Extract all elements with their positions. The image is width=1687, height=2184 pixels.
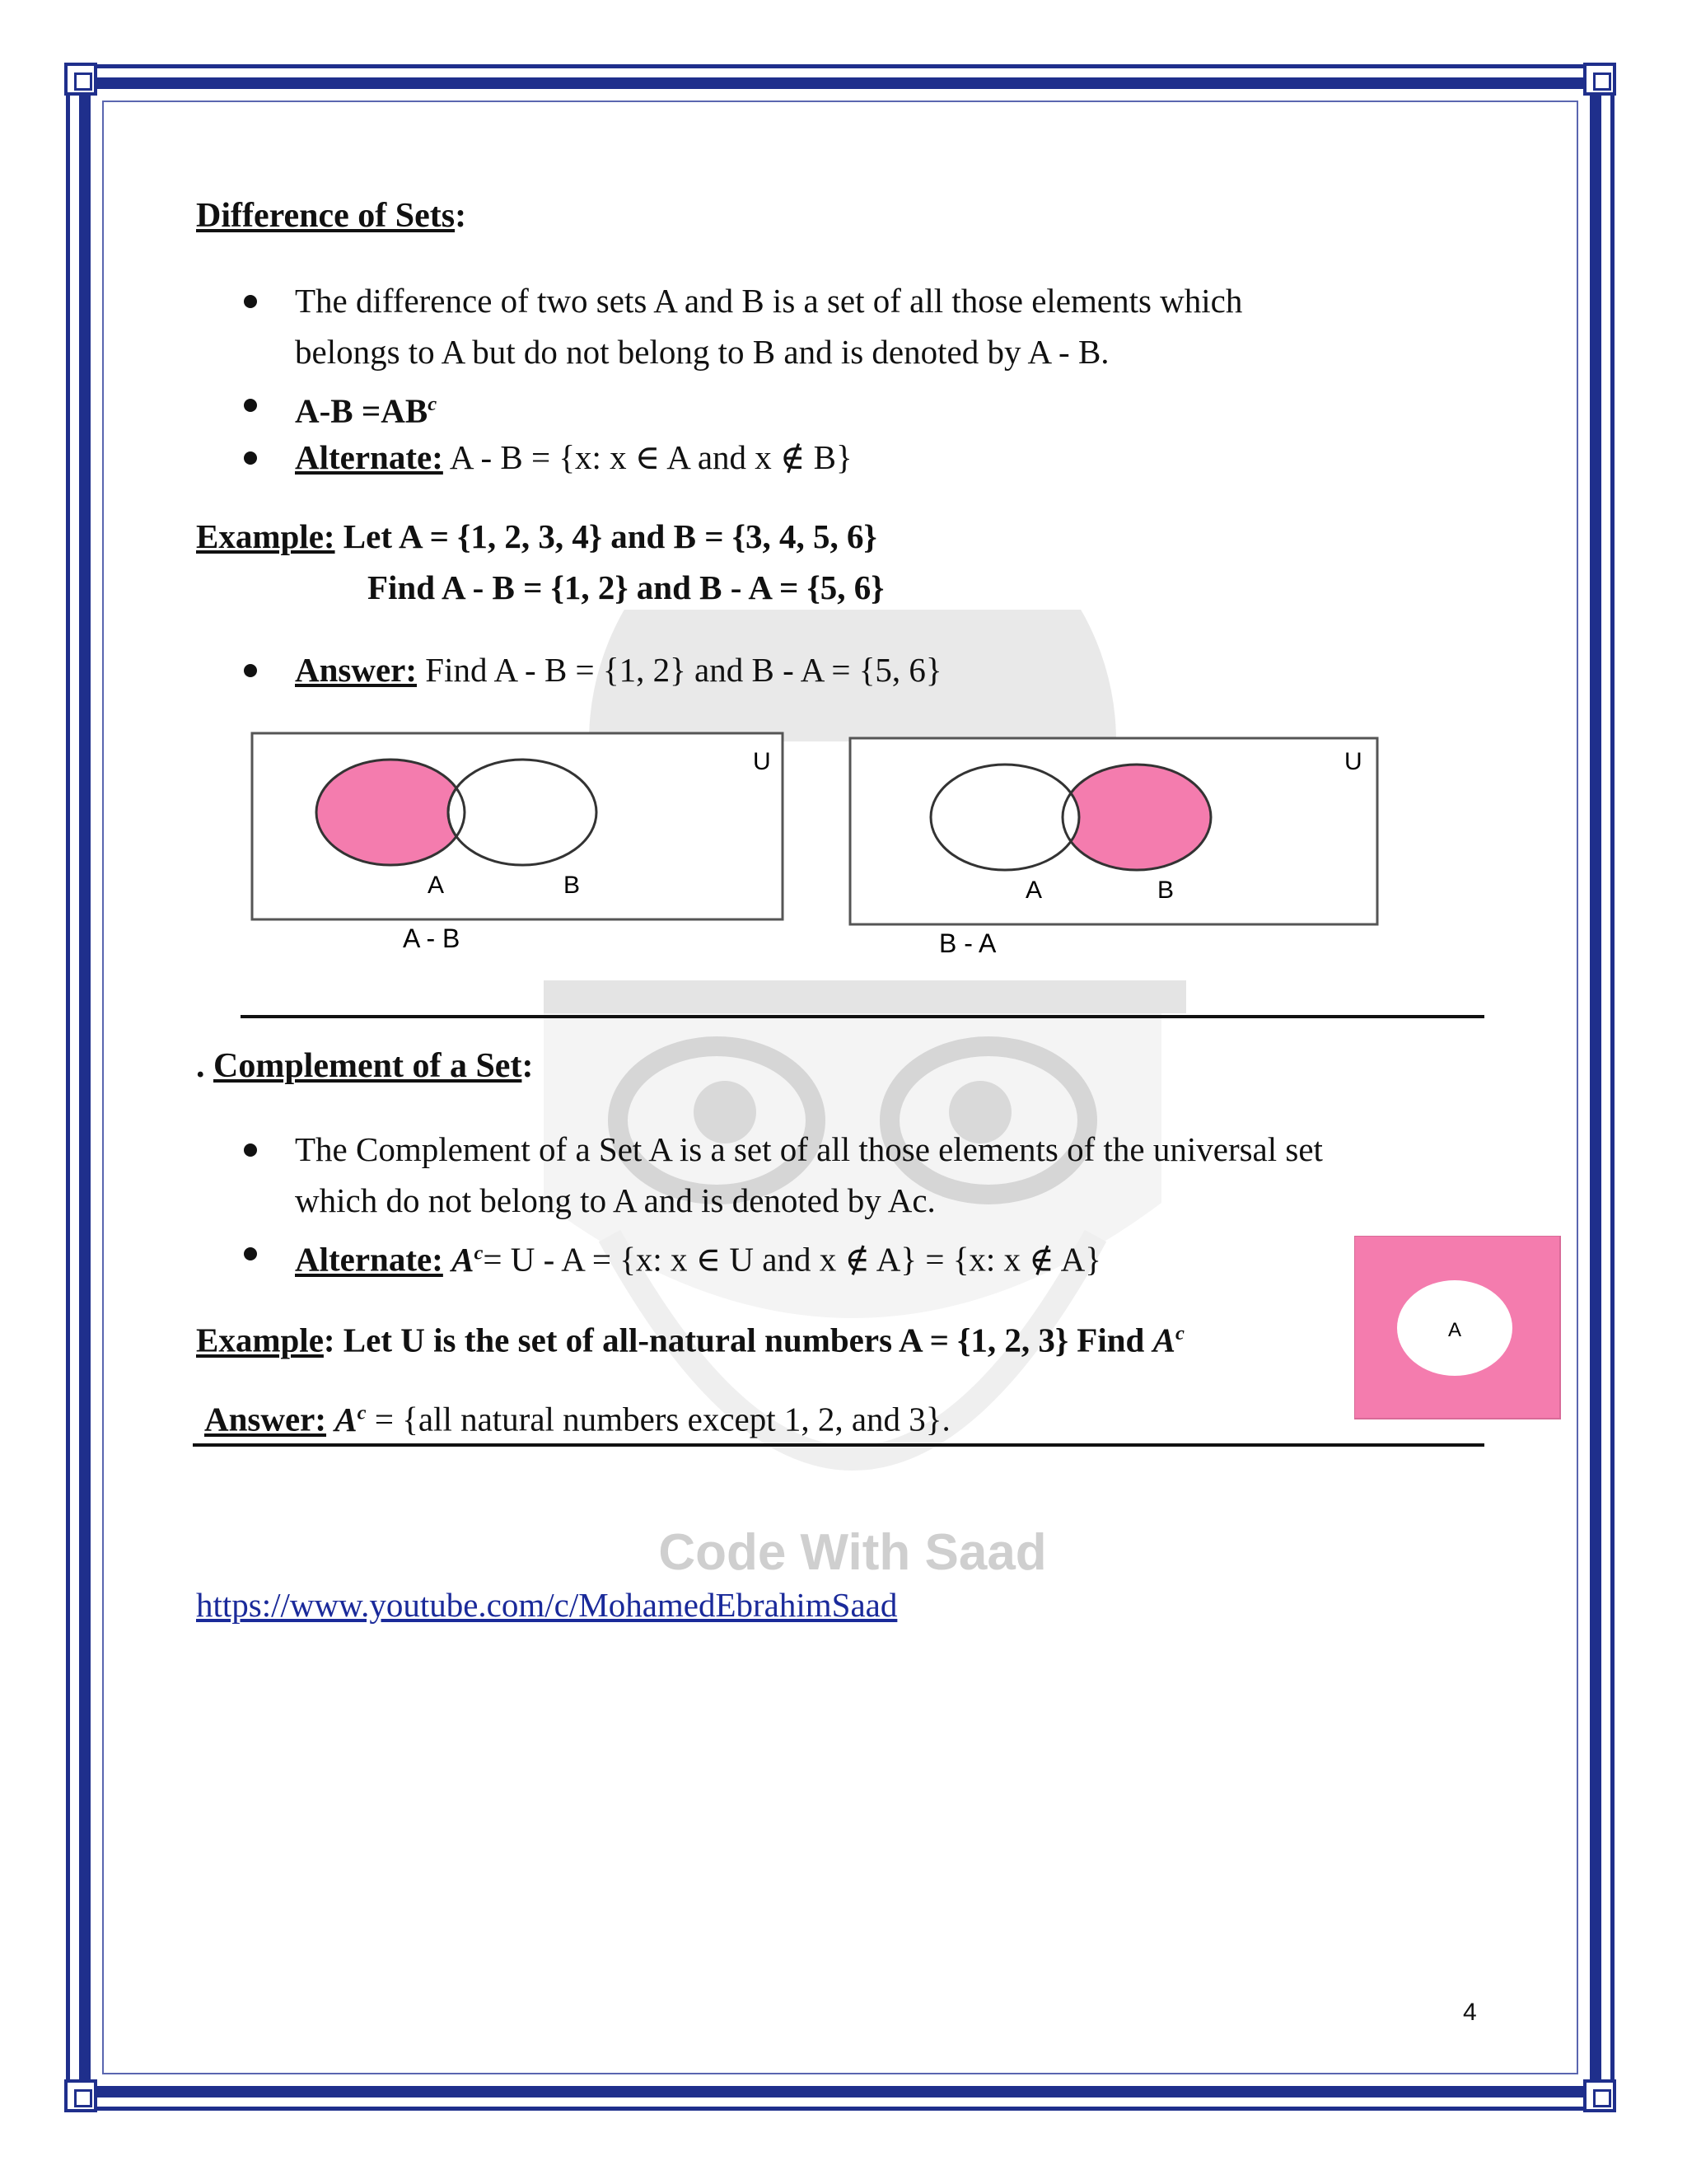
answer-label: Answer: xyxy=(204,1400,327,1438)
section-heading-complement xyxy=(196,1046,533,1086)
section-title: Difference of Sets xyxy=(196,197,456,235)
complement-symbol: A xyxy=(1152,1321,1175,1359)
answer-text: Find A - B = {1, 2} and B - A = {5, 6} xyxy=(417,651,942,689)
bullet-icon xyxy=(244,451,257,465)
set-b-label: B xyxy=(1157,877,1175,904)
bullet-icon xyxy=(244,295,257,308)
answer-text: = {all natural numbers except 1, 2, and 3}. xyxy=(366,1400,951,1438)
corner-ornament-bottom-right xyxy=(1583,2079,1616,2112)
section-divider xyxy=(241,1015,1484,1018)
example-2 xyxy=(196,1308,1185,1366)
bullet-icon xyxy=(244,1143,257,1157)
corner-ornament-top-right xyxy=(1583,63,1616,96)
complement-sup: c xyxy=(474,1242,484,1264)
alternate-text: = U - A = {x: x ∈ U and x ∉ A} = {x: x ∉ A} xyxy=(483,1240,1101,1279)
complement-sup: c xyxy=(1175,1322,1185,1345)
bullet-icon xyxy=(244,664,257,677)
corner-ornament-bottom-left xyxy=(64,2079,97,2112)
answer-1 xyxy=(295,644,942,695)
title-colon: : xyxy=(521,1047,534,1085)
example-label: Example xyxy=(196,1321,324,1359)
corner-ornament-top-left xyxy=(64,63,97,96)
example-1 xyxy=(196,511,877,562)
definition-text xyxy=(295,275,1242,377)
set-b-label: B xyxy=(563,872,581,899)
answer-label: Answer: xyxy=(295,651,418,689)
youtube-channel-link[interactable]: https://www.youtube.com/c/MohamedEbrahimSaad xyxy=(196,1586,898,1624)
complement-symbol: A xyxy=(451,1240,474,1279)
section-heading-difference xyxy=(196,196,466,236)
example-text: : Let U is the set of all-natural numbers A = {1, 2, 3} Find xyxy=(323,1321,1153,1359)
complement-alternate xyxy=(295,1228,1101,1285)
venn-diagram-a-minus-b xyxy=(250,732,786,962)
definition-line-2: belongs to A but do not belong to B and is denoted by A - B. xyxy=(295,333,1110,371)
answer-2 xyxy=(204,1387,951,1445)
example-label: Example: xyxy=(196,517,335,555)
complement-symbol: A xyxy=(334,1400,357,1438)
definition-line-2: which do not belong to A and is denoted by Ac. xyxy=(295,1181,936,1219)
set-a-label: A xyxy=(428,872,445,899)
section-title: Complement of a Set xyxy=(213,1047,522,1085)
complement-definition xyxy=(295,1124,1323,1226)
alternate-label: Alternate: xyxy=(295,1240,443,1279)
alternate-definition xyxy=(295,432,853,483)
formula-a-minus-b xyxy=(295,379,437,437)
example-line-2: Find A - B = {1, 2} and B - A = {5, 6} xyxy=(367,568,885,606)
universe-label: U xyxy=(753,748,771,775)
set-a-label: A xyxy=(1026,877,1043,904)
title-colon: : xyxy=(455,197,467,235)
bullet-icon xyxy=(244,399,257,412)
page-number: 4 xyxy=(1463,1999,1477,2026)
alternate-text: A - B = {x: x ∈ A and x ∉ B} xyxy=(442,438,853,476)
set-a-label: A xyxy=(1448,1319,1462,1341)
complement-diagram xyxy=(1354,1236,1562,1420)
set-a-circle xyxy=(931,765,1079,870)
alternate-label: Alternate: xyxy=(295,438,443,476)
complement-sup: c xyxy=(357,1401,367,1424)
venn-caption: A - B xyxy=(403,924,460,953)
definition-line-1: The difference of two sets A and B is a set of all those elements which xyxy=(295,282,1243,320)
formula-sup: c xyxy=(428,393,437,415)
universe-label: U xyxy=(1344,748,1362,775)
set-b-circle xyxy=(448,760,596,865)
watermark-text: Code With Saad xyxy=(658,1524,1047,1581)
heading-prefix: . xyxy=(196,1047,213,1085)
formula-text: A-B =AB xyxy=(295,391,428,430)
venn-diagram-b-minus-a xyxy=(848,737,1384,967)
definition-line-1: The Complement of a Set A is a set of all those elements of the universal set xyxy=(295,1130,1323,1168)
bottom-divider xyxy=(193,1443,1484,1447)
example-line-1: Let A = {1, 2, 3, 4} and B = {3, 4, 5, 6} xyxy=(334,517,877,555)
bullet-icon xyxy=(244,1247,257,1260)
venn-caption: B - A xyxy=(939,928,997,958)
